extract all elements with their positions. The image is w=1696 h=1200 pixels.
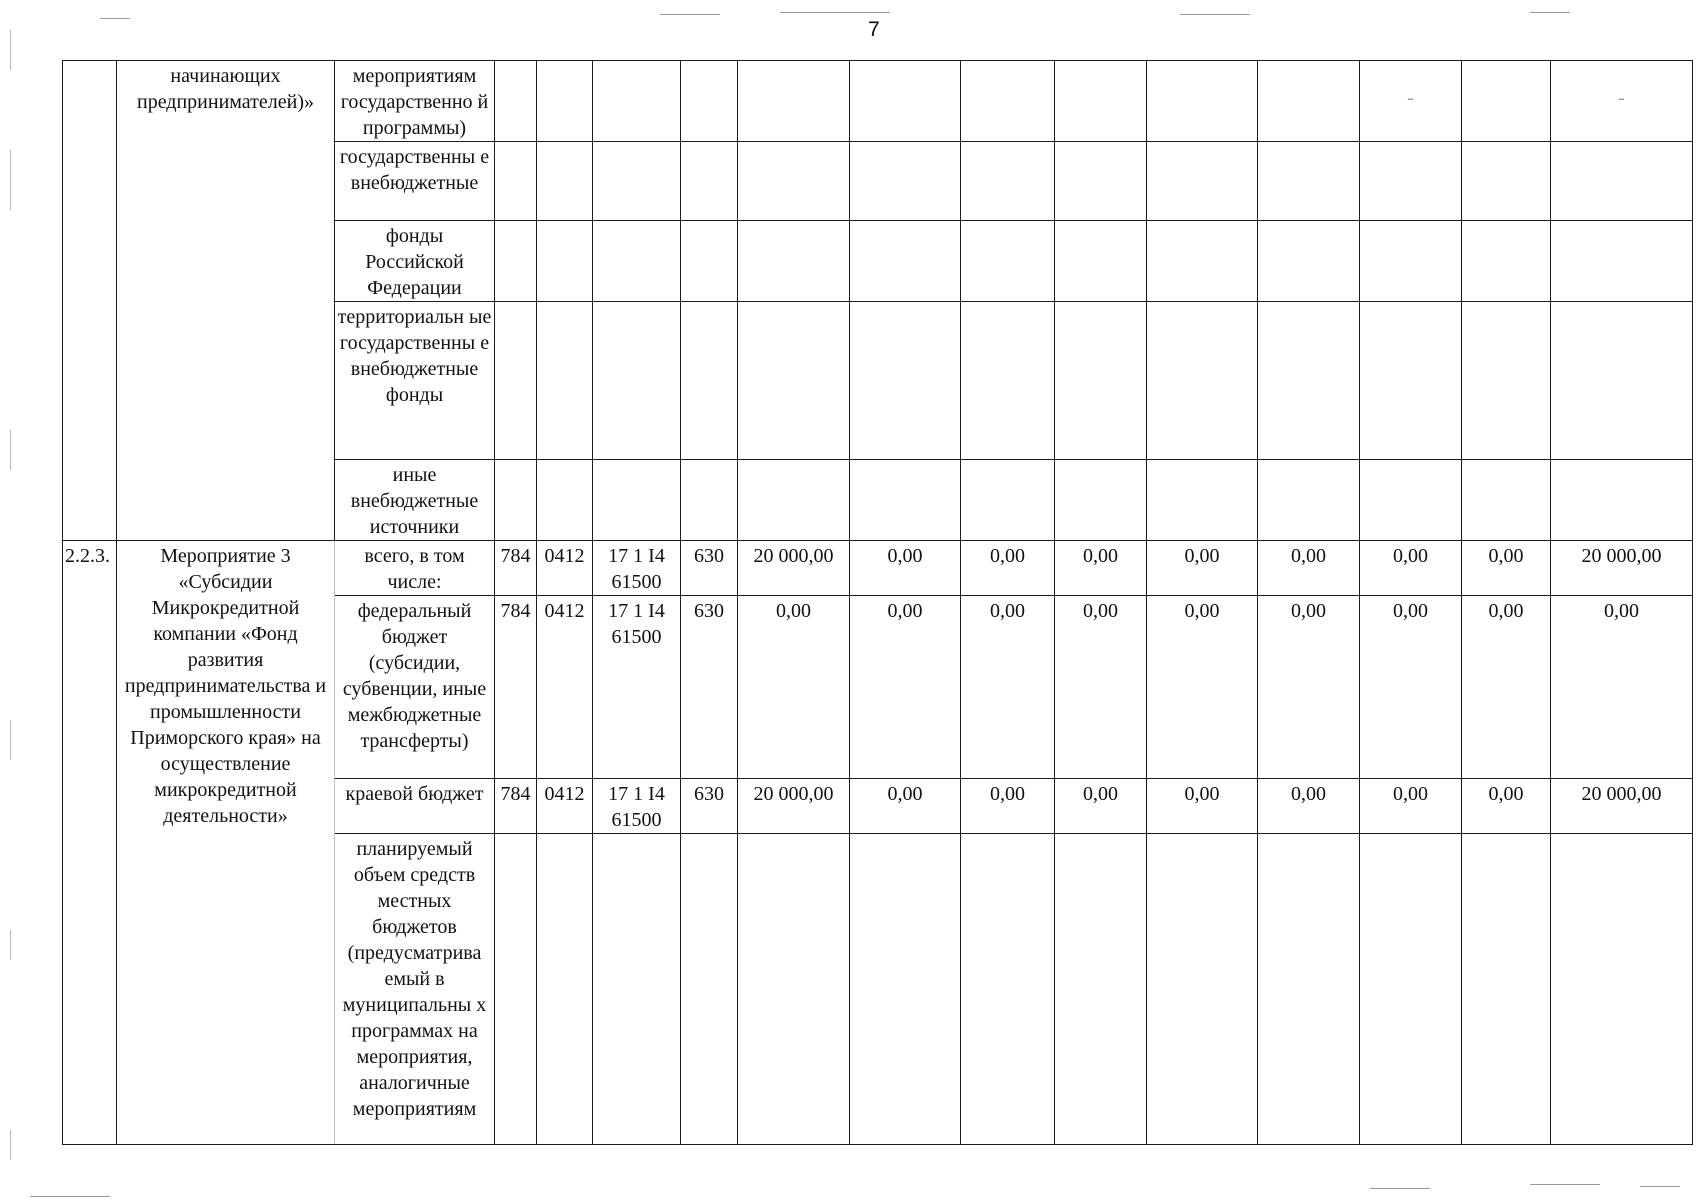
value-cell: 0,00 (1147, 779, 1258, 834)
value-cell (961, 61, 1055, 142)
value-cell: 0,00 (1462, 779, 1551, 834)
csr-cell: 17 1 I4 61500 (593, 541, 681, 596)
value-cell: 0,00 (1147, 596, 1258, 779)
rzpr-cell: 0412 (537, 779, 593, 834)
value-cell: 0,00 (961, 596, 1055, 779)
source-cell: мероприятиям государственно й программы) (335, 61, 495, 142)
value-cell: 0,00 (961, 779, 1055, 834)
scan-artifact (10, 1130, 11, 1160)
value-cell: 20 000,00 (738, 779, 850, 834)
value-cell: 0,00 (1360, 779, 1462, 834)
value-cell (1147, 61, 1258, 142)
value-cell: 0,00 (850, 596, 961, 779)
value-cell (1462, 61, 1551, 142)
value-cell (1258, 61, 1360, 142)
grbs-cell (495, 61, 537, 142)
value-cell: 20 000,00 (1551, 779, 1693, 834)
scan-artifact (10, 720, 11, 760)
stray-mark: - (1618, 87, 1625, 109)
source-cell: планируемый объем средств местных бюджетов (предусматрива емый в муниципальны х программах на мероприятия, аналогичные мероприятиям (335, 834, 495, 1145)
value-cell: 0,00 (1055, 596, 1147, 779)
grbs-cell: 784 (495, 541, 537, 596)
value-cell: 0,00 (850, 779, 961, 834)
grbs-cell: 784 (495, 779, 537, 834)
scan-artifact (30, 1196, 110, 1197)
rzpr-cell: 0412 (537, 541, 593, 596)
value-cell: 0,00 (1147, 541, 1258, 596)
value-cell: 0,00 (738, 596, 850, 779)
value-cell: 20 000,00 (1551, 541, 1693, 596)
value-cell: 0,00 (850, 541, 961, 596)
value-cell (850, 61, 961, 142)
scan-artifact (10, 30, 11, 70)
scan-artifact (660, 14, 720, 15)
grbs-cell: 784 (495, 596, 537, 779)
scan-artifact (10, 430, 11, 470)
csr-cell: 17 1 I4 61500 (593, 779, 681, 834)
source-cell: фонды Российской Федерации (335, 221, 495, 302)
value-cell: 0,00 (961, 541, 1055, 596)
value-cell: 0,00 (1551, 596, 1693, 779)
table-row (63, 541, 1693, 596)
value-cell: 0,00 (1055, 541, 1147, 596)
source-cell: государственны е внебюджетные (335, 142, 495, 221)
source-cell: федеральный бюджет (субсидии, субвенции, иные межбюджетные трансферты) (335, 596, 495, 779)
stray-mark: - (1407, 87, 1414, 109)
scan-artifact (100, 18, 130, 19)
event-name-cell: Мероприятие 3 «Субсидии Микрокредитной компании «Фонд развития предпринимательства и промышленности Приморского края» на осуществление микрокредитной деятельности» (117, 541, 335, 1145)
vr-cell: 630 (681, 779, 738, 834)
page-number: 7 (868, 18, 880, 41)
event-name-cell: начинающих предпринимателей)» (117, 61, 335, 541)
scan-artifact (1370, 1188, 1430, 1189)
vr-cell: 630 (681, 596, 738, 779)
scan-artifact (10, 930, 11, 960)
value-cell: 0,00 (1462, 541, 1551, 596)
scan-artifact (1640, 1186, 1680, 1187)
value-cell: 0,00 (1258, 541, 1360, 596)
budget-table (62, 60, 1693, 1145)
rzpr-cell (537, 61, 593, 142)
csr-cell (593, 61, 681, 142)
value-cell (1055, 61, 1147, 142)
source-cell: всего, в том числе: (335, 541, 495, 596)
csr-cell: 17 1 I4 61500 (593, 596, 681, 779)
table-row (63, 61, 1693, 142)
source-cell: иные внебюджетные источники (335, 460, 495, 541)
source-cell: территориальн ые государственны е внебюджетные фонды (335, 302, 495, 460)
value-cell: 0,00 (1258, 596, 1360, 779)
value-cell (1360, 61, 1462, 142)
vr-cell (681, 61, 738, 142)
value-cell: 0,00 (1258, 779, 1360, 834)
source-cell: краевой бюджет (335, 779, 495, 834)
scan-artifact (10, 150, 11, 210)
scan-artifact (780, 12, 890, 13)
number-cell: 2.2.3. (63, 541, 117, 1145)
value-cell: 20 000,00 (738, 541, 850, 596)
value-cell: 0,00 (1055, 779, 1147, 834)
value-cell (1551, 61, 1693, 142)
rzpr-cell: 0412 (537, 596, 593, 779)
value-cell: 0,00 (1462, 596, 1551, 779)
scan-artifact (1530, 1184, 1600, 1185)
number-cell (63, 61, 117, 541)
value-cell: 0,00 (1360, 596, 1462, 779)
value-cell (738, 61, 850, 142)
scan-artifact (1530, 12, 1570, 13)
scan-artifact (1180, 14, 1250, 15)
value-cell: 0,00 (1360, 541, 1462, 596)
vr-cell: 630 (681, 541, 738, 596)
